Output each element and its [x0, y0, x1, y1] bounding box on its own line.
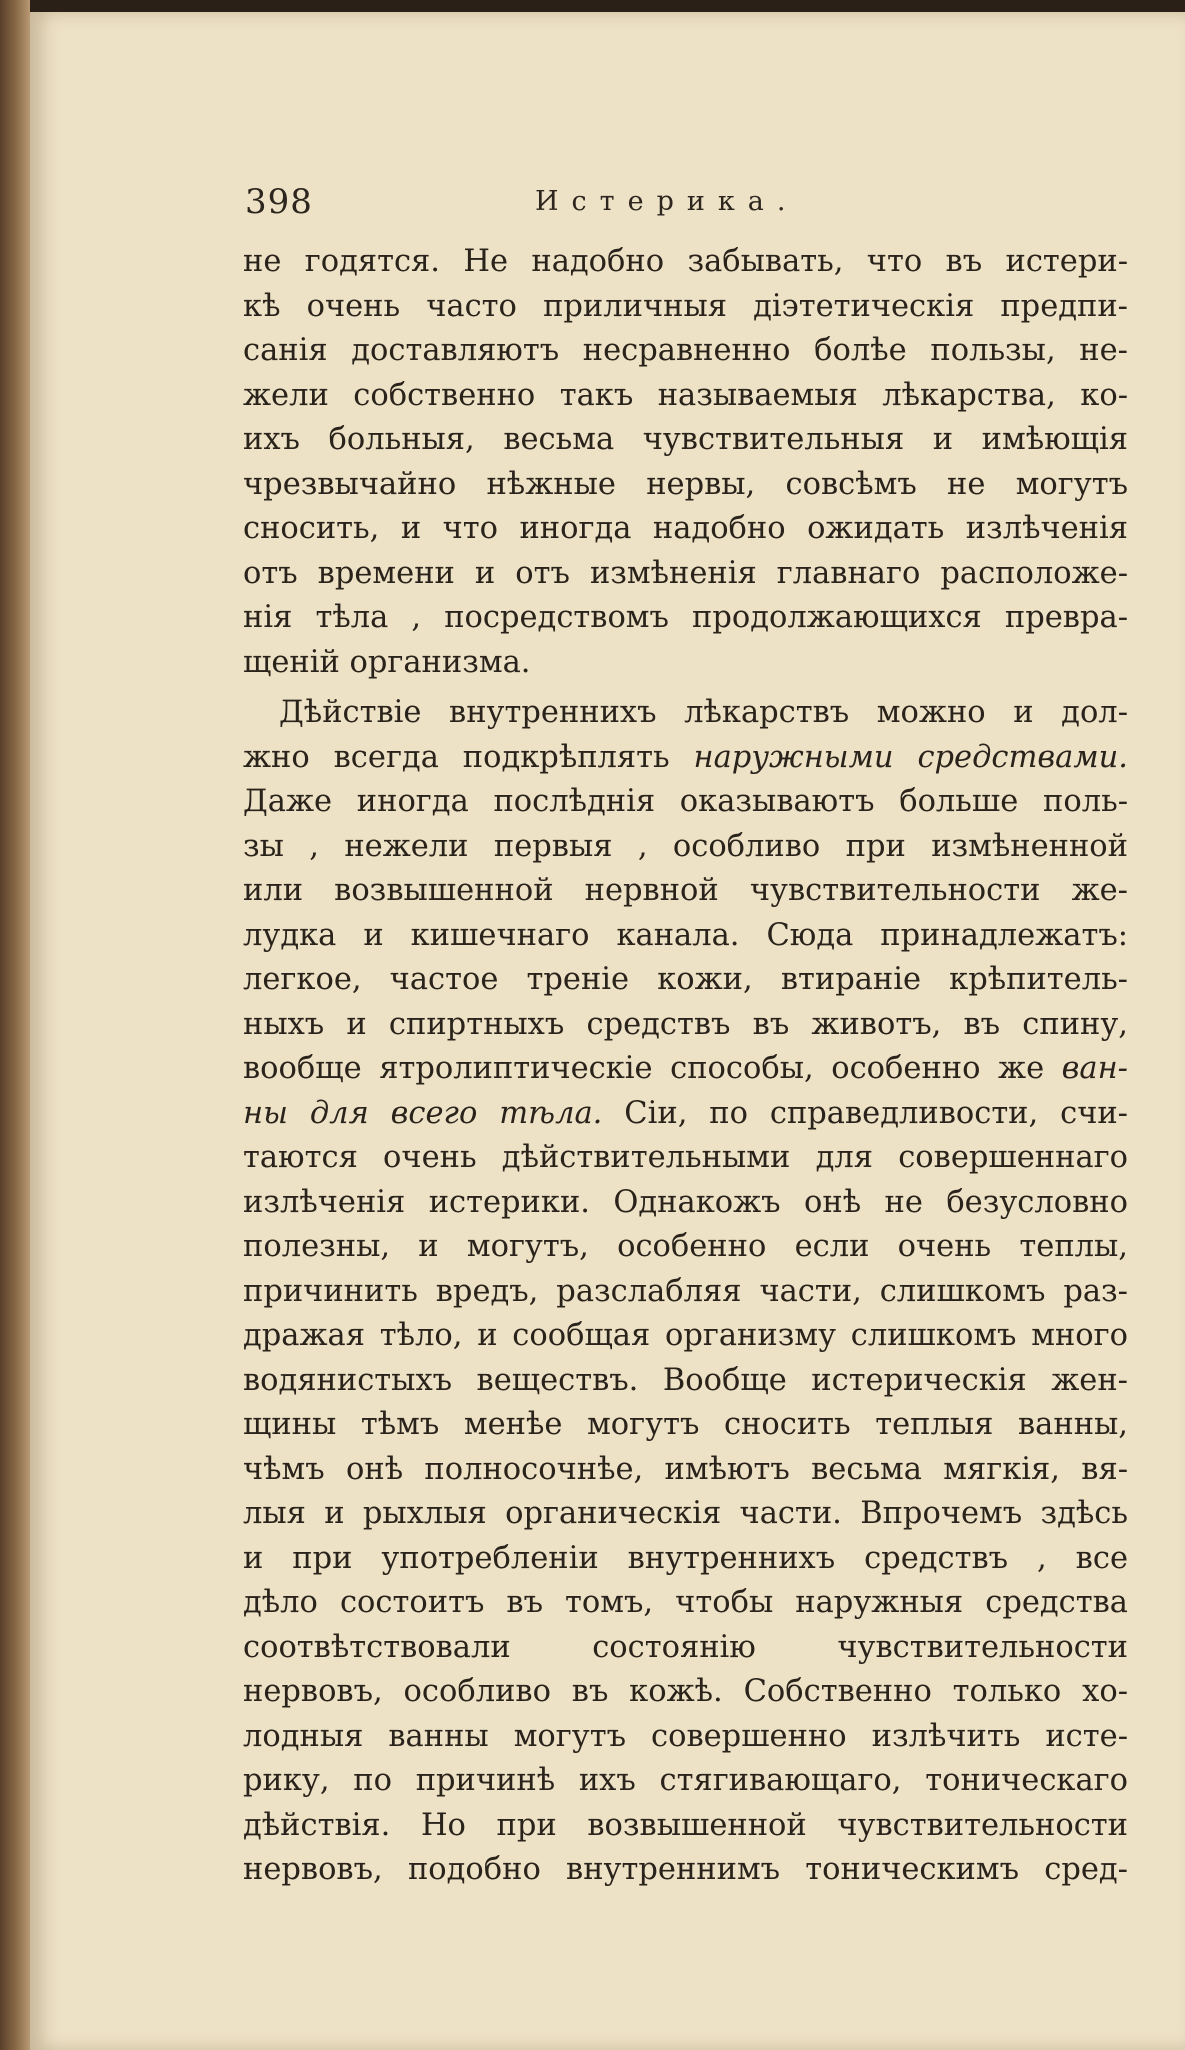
- text-line: Дѣйствіе внутреннихъ лѣкарствъ можно и дол-: [279, 695, 1128, 730]
- text-line: и при употребленіи внутреннихъ средствъ , все: [243, 1540, 1128, 1576]
- text-line: лыя и рыхлыя органическія части. Впрочемъ здѣсь: [243, 1496, 1128, 1531]
- text-line: отъ времени и отъ измѣненія главнаго расположе-: [243, 555, 1128, 591]
- text-line: нервовъ, особливо въ кожѣ. Собственно только хо-: [243, 1674, 1128, 1709]
- text-line: лодныя ванны могутъ совершенно излѣчить исте-: [243, 1718, 1128, 1754]
- paragraph-2: [243, 691, 1128, 1893]
- book-spine-shadow: [0, 0, 30, 2050]
- page-top-edge: [30, 0, 1185, 12]
- text-line: таются очень дѣйствительными для совершеннаго: [243, 1140, 1128, 1175]
- text-line: сносить, и что иногда надобно ожидать излѣченія: [243, 511, 1128, 546]
- text-line: кѣ очень часто приличныя діэтетическія предпи-: [243, 288, 1128, 324]
- text-line: причинить вредъ, разслабляя части, слишкомъ раз-: [243, 1273, 1128, 1309]
- italic-phrase: ны для всего тѣла.: [243, 1095, 603, 1131]
- text-line: излѣченія истерики. Однакожъ онѣ не безусловно: [243, 1184, 1128, 1220]
- text-line: не годятся. Не надобно забывать, что въ истери-: [243, 244, 1128, 279]
- text-line: санія доставляютъ несравненно болѣе пользы, не-: [243, 333, 1128, 368]
- text-line: ныхъ и спиртныхъ средствъ въ животъ, въ спину,: [243, 1006, 1128, 1042]
- page-number: 398: [245, 182, 313, 222]
- text-line: чрезвычайно нѣжные нервы, совсѣмъ не могутъ: [243, 466, 1128, 502]
- chapter-title: Истерика.: [535, 186, 799, 217]
- text-line: лудка и кишечнаго канала. Сюда принадлежатъ:: [243, 917, 1128, 953]
- text-line: легкое, частое треніе кожи, втираніе крѣпитель-: [243, 962, 1128, 997]
- text-line: дѣйствія. Но при возвышенной чувствительности: [243, 1807, 1128, 1843]
- text-line: щеній организма.: [243, 644, 531, 680]
- text-line: [243, 1092, 1128, 1137]
- italic-phrase: наружными средствами.: [693, 739, 1128, 775]
- text-line: зы , нежели первыя , особливо при измѣненной: [243, 828, 1128, 864]
- text-run: жно всегда подкрѣплять: [243, 739, 694, 775]
- text-line: полезны, и могутъ, особенно если очень теплы,: [243, 1229, 1128, 1264]
- text-line: дражая тѣло, и сообщая организму слишкомъ много: [243, 1318, 1128, 1353]
- running-head: [245, 182, 845, 230]
- text-line: дѣло состоитъ въ томъ, чтобы наружныя средства: [243, 1585, 1128, 1620]
- text-line: Даже иногда послѣднія оказываютъ больше поль-: [243, 784, 1128, 819]
- text-line: [243, 736, 1128, 781]
- text-line: щины тѣмъ менѣе могутъ сносить теплыя ванны,: [243, 1407, 1128, 1442]
- text-line: жели собственно такъ называемыя лѣкарства, ко-: [243, 377, 1128, 413]
- paragraph-1: [243, 240, 1128, 685]
- text-run: Сіи, по справедливости, счи-: [602, 1095, 1128, 1131]
- text-line: водянистыхъ веществъ. Вообще истерическія жен-: [243, 1362, 1128, 1398]
- text-line: соотвѣтствовали состоянію чувствительности: [243, 1629, 1128, 1665]
- text-line: или возвышенной нервной чувствительности же-: [243, 873, 1128, 908]
- text-line: чѣмъ онѣ полносочнѣе, имѣютъ весьма мягкія, вя-: [243, 1451, 1128, 1487]
- italic-phrase: ван-: [1061, 1051, 1128, 1086]
- text-line: рику, по причинѣ ихъ стягивающаго, тоническаго: [243, 1763, 1128, 1798]
- text-run: вообще ятролиптическіе способы, особенно же: [243, 1051, 1062, 1086]
- text-line: нервовъ, подобно внутреннимъ тоническимъ сред-: [243, 1852, 1128, 1887]
- text-line: [243, 1047, 1128, 1092]
- text-line: нія тѣла , посредствомъ продолжающихся превра-: [243, 600, 1128, 635]
- body-text: [243, 240, 1128, 1893]
- text-line: ихъ больныя, весьма чувствительныя и имѣющія: [243, 422, 1128, 457]
